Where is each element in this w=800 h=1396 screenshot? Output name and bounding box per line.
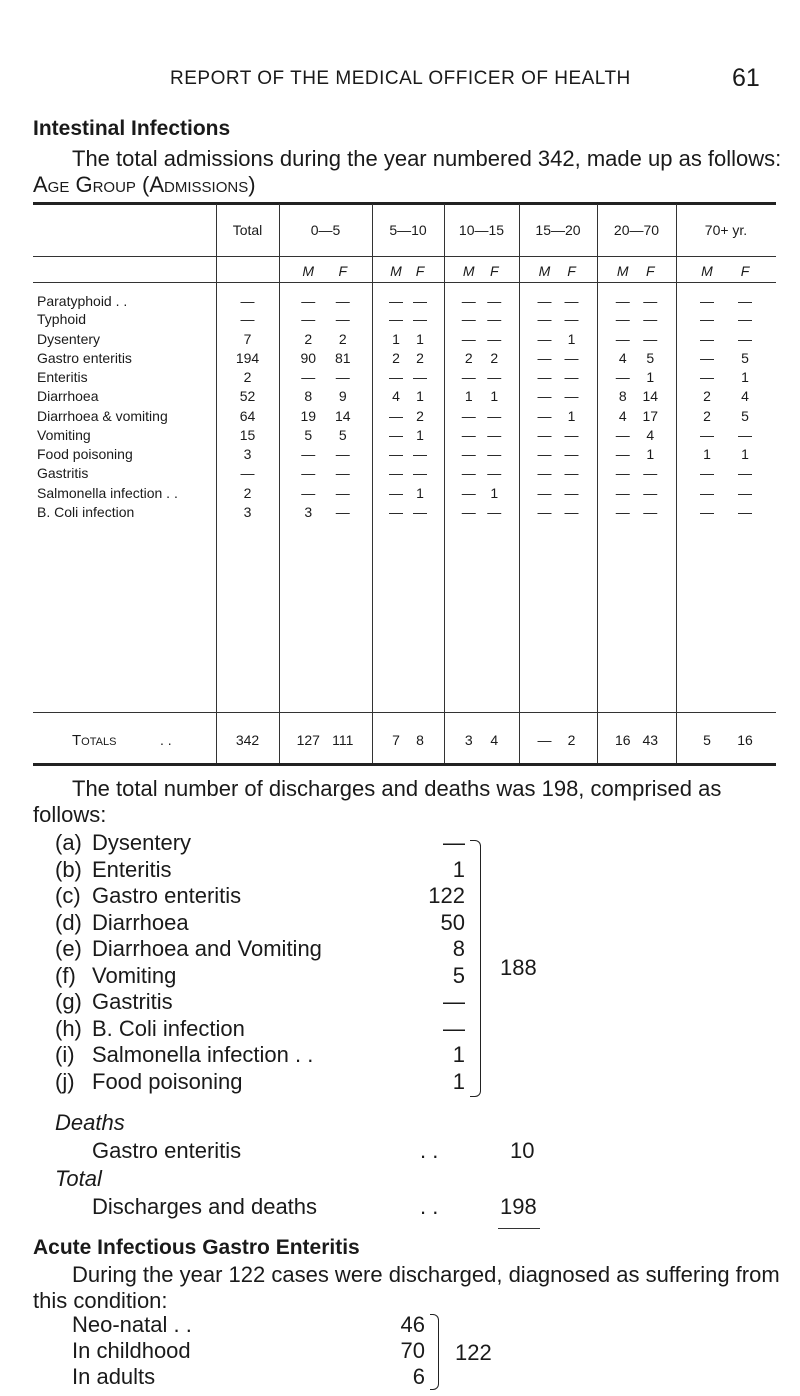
table-cell: —: [738, 293, 752, 309]
table-cell: —: [335, 446, 350, 462]
column-m-header: M: [616, 263, 629, 279]
age-group-value: 70: [400, 1338, 425, 1363]
totals-cell: 342: [235, 732, 260, 748]
table-bottom-rule: [33, 763, 776, 766]
table-cell: —: [643, 331, 658, 347]
table-cell: 14: [642, 388, 659, 404]
table-cell: —: [389, 446, 403, 462]
table-cell: —: [537, 293, 552, 309]
table-cell: 15: [239, 427, 256, 443]
table-cell: —: [335, 465, 350, 481]
table-cell: 17: [642, 408, 659, 424]
table-cell: 14: [334, 408, 351, 424]
totals-leader: . .: [160, 732, 172, 748]
table-cell: 2: [416, 350, 424, 366]
table-col-rule: [279, 204, 280, 763]
table-cell: —: [615, 485, 630, 501]
table-cell: —: [738, 331, 752, 347]
table-cell: —: [487, 504, 502, 520]
table-cell: 7: [243, 331, 252, 347]
table-cell: 1: [567, 331, 576, 347]
table-cell: 2: [416, 408, 424, 424]
column-header: Total: [232, 222, 263, 238]
groups-brace: [430, 1314, 439, 1390]
acute-intro-1: During the year 122 cases were discharged, diagnosed as suffering from: [72, 1262, 780, 1287]
table-cell: 4: [646, 427, 655, 443]
column-m-header: M: [462, 263, 475, 279]
table-cell: —: [240, 311, 255, 327]
row-label: Salmonella infection . .: [37, 485, 178, 501]
table-cell: —: [487, 331, 502, 347]
table-cell: 19: [300, 408, 317, 424]
discharge-label: Salmonella infection . .: [92, 1042, 314, 1067]
table-cell: —: [413, 504, 427, 520]
table-cell: 2: [490, 350, 499, 366]
table-cell: —: [564, 369, 579, 385]
table-cell: —: [335, 311, 350, 327]
table-cell: —: [413, 446, 427, 462]
totals-cell: 16: [614, 732, 631, 748]
page-header: [0, 64, 800, 94]
age-group-value: 46: [400, 1312, 425, 1337]
table-cell: —: [700, 465, 714, 481]
column-header: 70+ yr.: [704, 222, 748, 238]
discharge-label: Gastro enteritis: [92, 883, 242, 908]
discharge-value: 50: [440, 909, 465, 935]
table-cell: 64: [239, 408, 256, 424]
table-cell: —: [301, 465, 316, 481]
table-cell: 1: [416, 388, 424, 404]
table-cell: —: [537, 485, 552, 501]
table-cell: —: [413, 369, 427, 385]
section-heading-acute: Acute Infectious Gastro Enteritis: [33, 1236, 360, 1259]
table-cell: —: [301, 485, 316, 501]
table-cell: —: [487, 465, 502, 481]
table-col-rule: [519, 204, 520, 763]
deaths-label: Gastro enteritis: [92, 1138, 242, 1163]
table-cell: 2: [243, 485, 252, 501]
discharge-letter: (c): [55, 883, 81, 908]
column-m-header: M: [302, 263, 315, 279]
table-col-rule: [676, 204, 677, 763]
discharge-value: 8: [452, 936, 465, 961]
table-cell: 3: [243, 504, 252, 520]
table-col-rule: [444, 204, 445, 763]
totals-cell: 43: [642, 732, 659, 748]
table-cell: —: [700, 485, 714, 501]
table-cell: 8: [304, 388, 313, 404]
table-col-rule: [372, 204, 373, 763]
table-cell: —: [413, 293, 427, 309]
column-header: 20—70: [613, 222, 660, 238]
table-cell: —: [487, 311, 502, 327]
table-cell: —: [564, 504, 579, 520]
table-cell: —: [389, 408, 403, 424]
table-cell: 1: [392, 331, 400, 347]
totals-cell: 4: [490, 732, 499, 748]
discharge-label: Food poisoning: [92, 1068, 243, 1094]
deaths-value: 10: [510, 1138, 535, 1163]
table-cell: —: [537, 369, 552, 385]
column-header: 5—10: [389, 222, 427, 238]
column-m-header: M: [538, 263, 551, 279]
table-cell: —: [564, 350, 579, 366]
discharges-brace: [470, 840, 481, 1097]
table-cell: —: [564, 485, 579, 501]
discharge-letter: (g): [55, 989, 82, 1014]
table-cell: —: [537, 331, 552, 347]
table-cell: —: [700, 350, 714, 366]
table-cell: —: [335, 369, 350, 385]
discharge-value: 5: [452, 962, 465, 988]
age-group-value: 6: [412, 1364, 425, 1389]
table-cell: 1: [416, 485, 424, 501]
table-cell: —: [240, 465, 255, 481]
table-cell: —: [537, 465, 552, 481]
table-cell: —: [389, 311, 403, 327]
discharge-letter: (b): [55, 856, 82, 882]
table-cell: 1: [567, 408, 576, 424]
table-cell: —: [461, 446, 476, 462]
table-cell: 2: [703, 388, 711, 404]
column-m-header: M: [390, 263, 402, 279]
row-label: Typhoid: [37, 311, 87, 327]
table-cell: —: [643, 311, 658, 327]
table-header-rule: [33, 256, 776, 257]
table-cell: —: [700, 293, 714, 309]
table-cell: —: [537, 446, 552, 462]
table-cell: —: [461, 504, 476, 520]
column-f-header: F: [645, 263, 655, 279]
discharge-label: B. Coli infection: [92, 1015, 245, 1041]
table-cell: 1: [646, 446, 655, 462]
discharge-value: 1: [452, 856, 465, 882]
table-cell: 2: [392, 350, 400, 366]
deaths-leader: . .: [420, 1138, 439, 1163]
table-cell: —: [389, 293, 403, 309]
table-cell: —: [537, 350, 552, 366]
table-cell: —: [615, 427, 630, 443]
table-col-rule: [597, 204, 598, 763]
table-totals-rule: [33, 712, 776, 713]
column-f-header: F: [489, 263, 499, 279]
table-cell: —: [461, 369, 476, 385]
column-f-header: F: [415, 263, 425, 279]
row-label: Food poisoning: [37, 446, 133, 462]
table-cell: 1: [490, 388, 499, 404]
table-cell: 2: [464, 350, 473, 366]
totals-cell: 16: [737, 732, 753, 748]
discharge-label: Gastritis: [92, 989, 173, 1014]
intestinal-intro: The total admissions during the year numbered 342, made up as follows:: [72, 146, 782, 171]
table-cell: —: [389, 369, 403, 385]
table-cell: —: [461, 331, 476, 347]
table-cell: —: [643, 465, 658, 481]
table-cell: —: [461, 465, 476, 481]
column-f-header: F: [567, 263, 576, 279]
row-label: B. Coli infection: [37, 504, 135, 520]
table-cell: —: [461, 427, 476, 443]
table-cell: 5: [304, 427, 313, 443]
table-cell: —: [738, 427, 752, 443]
discharge-letter: (d): [55, 909, 82, 935]
total-heading: Total: [55, 1166, 102, 1191]
table-cell: —: [700, 427, 714, 443]
age-group-label: In adults: [72, 1364, 156, 1389]
table-cell: 2: [703, 408, 711, 424]
discharge-letter: (e): [55, 936, 82, 961]
table-cell: 1: [646, 369, 655, 385]
table-cell: —: [615, 311, 630, 327]
table-cell: —: [615, 446, 630, 462]
table-cell: —: [487, 369, 502, 385]
totals-cell: 5: [703, 732, 711, 748]
table-cell: 4: [741, 388, 749, 404]
page-number: 61: [732, 64, 760, 92]
table-cell: 3: [243, 446, 252, 462]
table-cell: —: [537, 388, 552, 404]
table-cell: —: [335, 293, 350, 309]
table-cell: —: [389, 465, 403, 481]
row-label: Dysentery: [37, 331, 101, 347]
discharge-value: 122: [428, 883, 465, 908]
groups-total: 122: [455, 1340, 492, 1365]
row-label: Gastritis: [37, 465, 89, 481]
table-cell: 5: [646, 350, 655, 366]
table-cell: —: [537, 504, 552, 520]
table-cell: —: [335, 485, 350, 501]
table-cell: —: [738, 465, 752, 481]
discharge-value: —: [443, 830, 465, 855]
discharge-value: 1: [452, 1042, 465, 1067]
acute-intro-2: this condition:: [33, 1288, 168, 1313]
table-cell: 2: [304, 331, 313, 347]
discharges-intro-2: follows:: [33, 802, 107, 827]
table-cell: —: [643, 485, 658, 501]
discharges-subtotal: 188: [500, 955, 537, 980]
table-cell: —: [487, 446, 502, 462]
table-cell: —: [643, 504, 658, 520]
totals-cell: —: [537, 732, 552, 748]
table-cell: —: [615, 331, 630, 347]
table-cell: 1: [741, 446, 749, 462]
age-group-label: In childhood: [72, 1338, 191, 1363]
table-cell: —: [487, 408, 502, 424]
table-cell: —: [700, 369, 714, 385]
discharge-letter: (a): [55, 830, 82, 855]
discharge-value: 1: [452, 1068, 465, 1094]
discharge-label: Vomiting: [92, 962, 177, 988]
deaths-heading: Deaths: [55, 1110, 125, 1135]
table-cell: —: [413, 465, 427, 481]
table-cell: 8: [618, 388, 627, 404]
table-cell: 4: [392, 388, 400, 404]
column-f-header: F: [338, 263, 348, 279]
age-group-label: Neo-natal . .: [72, 1312, 192, 1337]
table-cell: 5: [338, 427, 347, 443]
table-cell: —: [564, 311, 579, 327]
table-cell: —: [301, 446, 316, 462]
totals-cell: 111: [332, 732, 354, 748]
totals-cell: 127: [296, 732, 320, 748]
table-cell: 1: [741, 369, 749, 385]
table-cell: —: [301, 369, 316, 385]
row-label: Paratyphoid . .: [37, 293, 128, 309]
row-label: Gastro enteritis: [37, 350, 132, 366]
table-cell: —: [615, 504, 630, 520]
table-cell: —: [615, 465, 630, 481]
table-cell: —: [389, 485, 403, 501]
table-cell: 4: [618, 350, 627, 366]
column-header: 15—20: [535, 222, 581, 238]
table-cell: —: [700, 331, 714, 347]
table-cell: —: [335, 504, 350, 520]
column-f-header: F: [740, 263, 750, 279]
discharges-intro-1: The total number of discharges and deaths was 198, comprised as: [72, 776, 722, 801]
row-label: Diarrhoea & vomiting: [37, 408, 168, 424]
table-cell: 1: [490, 485, 499, 501]
table-cell: —: [240, 293, 255, 309]
table-cell: —: [461, 408, 476, 424]
table-cell: —: [615, 369, 630, 385]
table-cell: 1: [464, 388, 473, 404]
table-cell: 4: [618, 408, 627, 424]
table-cell: —: [461, 311, 476, 327]
discharge-value: —: [443, 1015, 465, 1041]
row-label: Diarrhoea: [37, 388, 99, 404]
table-cell: —: [564, 465, 579, 481]
table-cell: —: [700, 311, 714, 327]
total-label: Discharges and deaths: [92, 1194, 318, 1219]
section-heading-intestinal: Intestinal Infections: [33, 117, 231, 140]
discharge-label: Diarrhoea: [92, 909, 189, 935]
discharge-value: —: [443, 989, 465, 1014]
discharge-label: Diarrhoea and Vomiting: [92, 936, 322, 961]
table-cell: 3: [304, 504, 313, 520]
table-cell: 2: [243, 369, 252, 385]
row-label: Enteritis: [37, 369, 88, 385]
table-cell: —: [564, 446, 579, 462]
table-cell: —: [461, 293, 476, 309]
table-cell: 2: [338, 331, 347, 347]
table-cell: —: [643, 293, 658, 309]
table-cell: 5: [741, 350, 749, 366]
totals-cell: 8: [416, 732, 424, 748]
table-cell: 52: [239, 388, 256, 404]
row-label: Vomiting: [37, 427, 91, 443]
totals-cell: 7: [392, 732, 400, 748]
table-cell: —: [738, 485, 752, 501]
table-cell: 90: [300, 350, 317, 366]
table-cell: 1: [416, 331, 424, 347]
running-title: REPORT OF THE MEDICAL OFFICER OF HEALTH: [170, 68, 631, 89]
totals-label: Totals: [72, 732, 117, 749]
table-cell: —: [738, 311, 752, 327]
total-underline: [498, 1228, 540, 1229]
discharge-label: Dysentery: [92, 830, 192, 855]
table-cell: —: [461, 485, 476, 501]
table-col-rule: [216, 204, 217, 763]
table-cell: —: [537, 427, 552, 443]
age-group-subheading: Age Group (Admissions): [33, 172, 256, 197]
table-cell: —: [301, 293, 316, 309]
table-cell: —: [615, 293, 630, 309]
table-cell: —: [564, 293, 579, 309]
table-cell: —: [301, 311, 316, 327]
table-cell: 9: [338, 388, 347, 404]
table-cell: —: [564, 388, 579, 404]
table-cell: —: [389, 427, 403, 443]
table-cell: —: [738, 504, 752, 520]
total-value: 198: [500, 1194, 537, 1219]
table-cell: 1: [703, 446, 711, 462]
table-cell: —: [487, 293, 502, 309]
table-cell: —: [537, 311, 552, 327]
table-top-rule: [33, 202, 776, 205]
totals-cell: 2: [567, 732, 576, 748]
table-cell: —: [413, 311, 427, 327]
table-cell: 1: [416, 427, 424, 443]
column-header: 0—5: [310, 222, 341, 238]
discharge-letter: (f): [55, 962, 76, 988]
table-cell: —: [389, 504, 403, 520]
table-subheader-rule: [33, 282, 776, 283]
table-cell: 5: [741, 408, 749, 424]
table-cell: 81: [334, 350, 351, 366]
table-cell: —: [487, 427, 502, 443]
table-cell: 194: [235, 350, 260, 366]
table-cell: —: [564, 427, 579, 443]
column-m-header: M: [701, 263, 713, 279]
discharge-letter: (j): [55, 1068, 75, 1094]
table-cell: —: [537, 408, 552, 424]
totals-cell: 3: [464, 732, 473, 748]
discharge-label: Enteritis: [92, 856, 172, 882]
column-header: 10—15: [458, 222, 505, 238]
total-leader: . .: [420, 1194, 439, 1219]
table-cell: —: [700, 504, 714, 520]
discharge-letter: (h): [55, 1015, 82, 1041]
discharge-letter: (i): [55, 1042, 75, 1067]
